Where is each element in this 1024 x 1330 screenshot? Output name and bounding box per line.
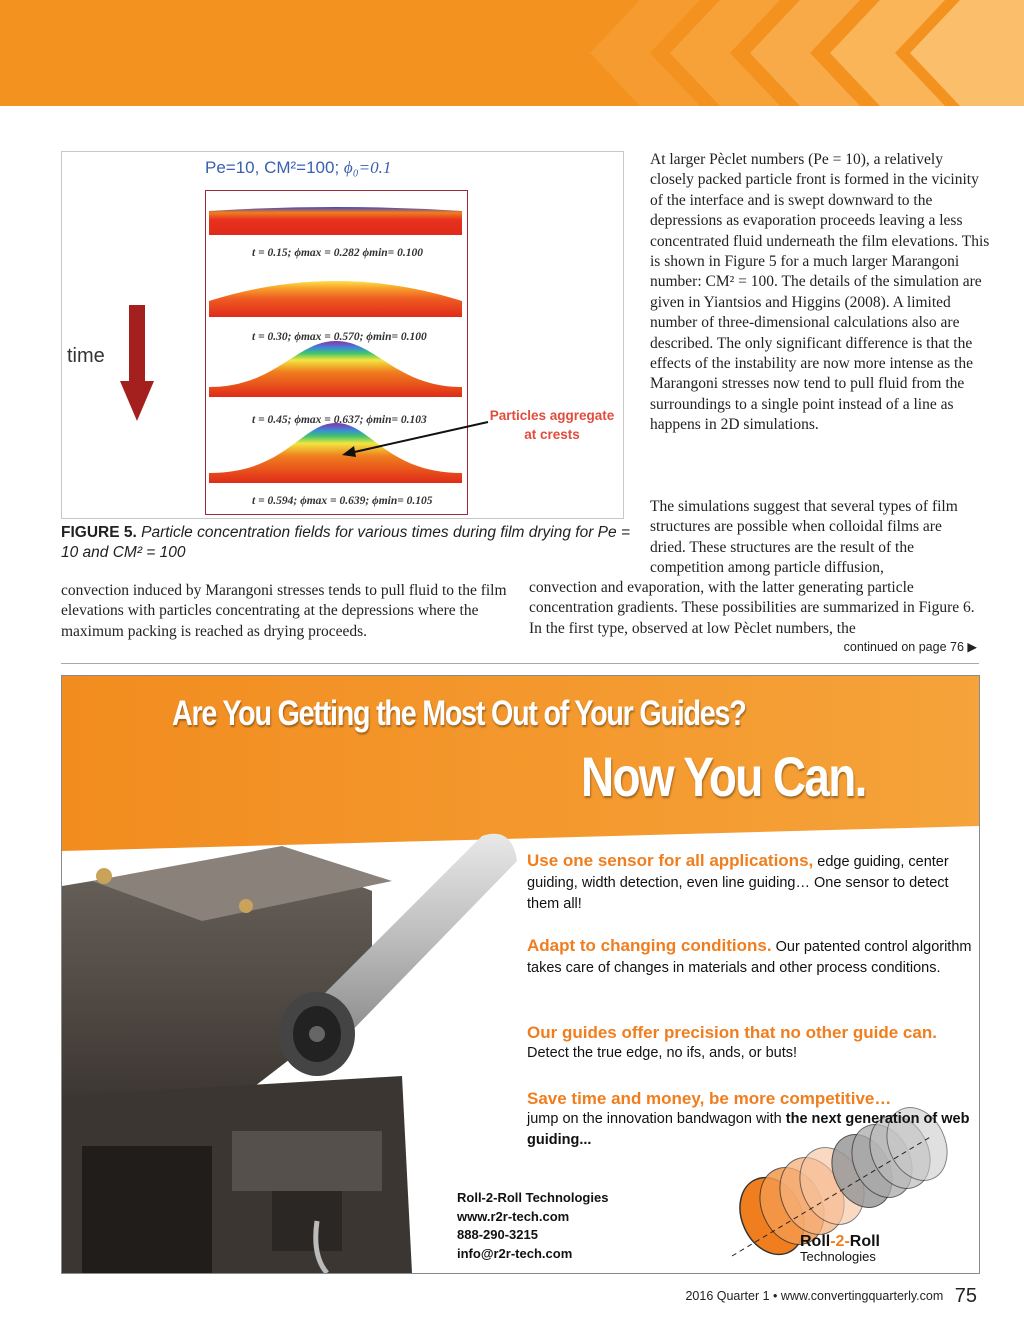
figure-caption-label: FIGURE 5. <box>61 524 137 541</box>
logo-part-3: Roll <box>849 1233 880 1250</box>
roll2roll-logo <box>800 1234 880 1264</box>
page-footer <box>685 1283 977 1306</box>
time-label: time <box>67 345 105 367</box>
panel-caption-2: t = 0.30; ϕmax = 0.570; ϕmin= 0.100 <box>252 331 427 343</box>
ad-block-3-highlight: Our guides offer precision that no other guide can. <box>527 1023 937 1042</box>
panel-2-field <box>209 281 462 317</box>
continued-link[interactable]: continued on page 76 ▶ <box>843 640 977 654</box>
footer-issue: 2016 Quarter 1 <box>685 1289 770 1303</box>
contact-company: Roll-2-Roll Technologies <box>457 1190 609 1205</box>
contact-email[interactable]: info@r2r-tech.com <box>457 1245 573 1261</box>
panel-caption-1: t = 0.15; ϕmax = 0.282 ϕmin= 0.100 <box>252 247 423 259</box>
header-banner <box>0 0 1024 106</box>
footer-bullet: • <box>773 1289 778 1303</box>
contact-phone[interactable]: 888-290-3215 <box>457 1227 538 1242</box>
ad-block-3-text: Detect the true edge, no ifs, ands, or buts! <box>527 1045 798 1061</box>
body-paragraph-1: At larger Pèclet numbers (Pe = 10), a relatively closely packed particle front is formed in the vicinity of the interface and is swept downward to the depressions as evaporation proceeds leaving a less concentrated fluid underneath the film elevations. This is shown in Figure 5 for a much larger Marangoni number: CM² = 100. The details of the simulation are given in Yiantsios and Higgins (2008). A limited number of three-dimensional calculations also are described. The only significant difference is that the effects of the instability are now more intense as the Marangoni stresses now tend to pull fluid from the surroundings to a single point instead of a line as happens in 2D simulations. <box>650 151 990 434</box>
figure-title-phi: ϕ₀=0.1 <box>343 158 392 177</box>
ad-block-1 <box>527 850 977 915</box>
advertisement[interactable] <box>61 675 980 1274</box>
panel-caption-4: t = 0.594; ϕmax = 0.639; ϕmin= 0.105 <box>252 495 433 507</box>
body-paragraph-2: The simulations suggest that several types of film structures are possible when colloidal films are dried. These structures are the result of the competition among particle diffusion, <box>650 498 958 577</box>
ad-subheadline: Now You Can. <box>581 745 866 808</box>
body-paragraph-3-left: convection induced by Marangoni stresses tends to pull fluid to the film elevations with particles concentrating at the depressions where the maximum packing is reached as drying proceeds. <box>61 582 507 640</box>
panel-caption-3: t = 0.45; ϕmax = 0.637; ϕmin= 0.103 <box>252 414 427 426</box>
figure-caption-text: Particle concentration fields for various times during film drying for Pe = 10 and CM² = 100 <box>61 524 631 561</box>
logo-line-2: Technologies <box>800 1249 876 1264</box>
aggregate-annotation: Particles aggregate at crests <box>489 408 615 442</box>
footer-site[interactable]: www.convertingquarterly.com <box>780 1289 944 1303</box>
logo-part-1: Roll <box>800 1233 831 1250</box>
figure-title-main: Pe=10, CM²=100; <box>205 158 344 177</box>
time-arrow-icon <box>120 305 154 423</box>
figure-5 <box>61 151 624 519</box>
annotation-arrow-icon <box>340 420 490 460</box>
ad-block-2-text: Our patented control algorithm takes care of changes in materials and other process conditions. <box>527 939 972 976</box>
ad-contact <box>457 1189 608 1263</box>
ad-block-4 <box>527 1088 977 1151</box>
concentration-panels <box>206 191 465 512</box>
page-number: 75 <box>954 1285 977 1307</box>
body-paragraph-3-right: convection and evaporation, with the latter generating particle concentration gradients. These possibilities are summarized in Figure 6. In the first type, observed at low Pèclet numbers, the <box>529 579 975 637</box>
ad-block-3 <box>527 1022 977 1064</box>
contact-website[interactable]: www.r2r-tech.com <box>457 1208 570 1224</box>
ad-block-4-bold: the next generation of web guiding... <box>527 1111 970 1148</box>
panel-3-field <box>209 341 462 397</box>
ad-block-4-text: jump on the innovation bandwagon with <box>527 1111 786 1127</box>
ad-block-4-highlight: Save time and money, be more competitive… <box>527 1089 892 1108</box>
ad-headline: Are You Getting the Most Out of Your Guides? <box>172 694 746 733</box>
figure-caption <box>61 523 631 563</box>
ad-block-2-highlight: Adapt to changing conditions. <box>527 936 772 955</box>
ad-block-1-highlight: Use one sensor for all applications, <box>527 851 814 870</box>
banner-chevrons <box>0 0 1024 106</box>
divider <box>61 663 979 664</box>
ad-block-2 <box>527 935 977 979</box>
logo-part-2: -2- <box>830 1233 850 1250</box>
ad-block-1-text: edge guiding, center guiding, width detection, even line guiding… One sensor to detect them all! <box>527 854 949 912</box>
figure-title <box>205 158 391 178</box>
panel-1-field <box>209 207 462 235</box>
